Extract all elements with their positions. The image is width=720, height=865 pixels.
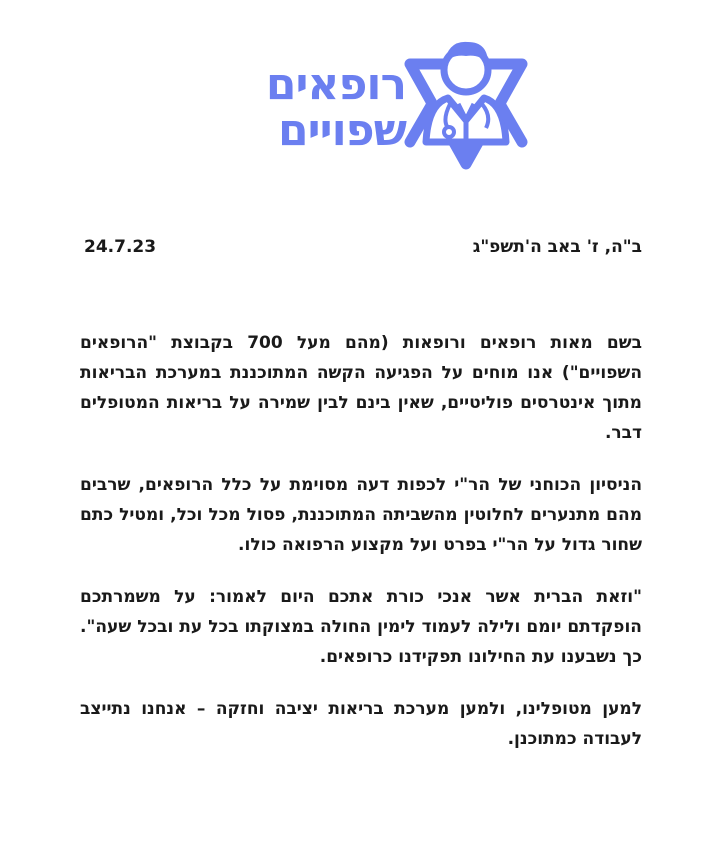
paragraph-1: בשם מאות רופאים ורופאות (מהם מעל 700 בקבוצת "הרופאים השפויים") אנו מוחים על הפגיעה הקשה המתוכננת במערכת הבריאות מתוך אינטרסים פוליטיים, שאין בינם לבין שמירה על בריאות המטופלים דבר. — [80, 333, 642, 443]
hebrew-date: ב"ה, ז' באב ה'תשפ"ג — [472, 237, 642, 257]
paragraph-2: הניסיון הכוחני של הר"י לכפות דעה מסוימת על כלל הרופאים, שרבים מהם מתנערים לחלוטין מהשביתה המתוכננת, פסול מכל וכל, ומטיל כתם שחור גדול על הר"י בפרט ועל מקצוע הרפואה כולו. — [80, 475, 642, 555]
date-row — [84, 237, 642, 265]
gregorian-date: 24.7.23 — [84, 237, 157, 257]
letter-body — [80, 328, 642, 754]
logo-line-1: רופאים — [265, 59, 406, 110]
logo-wordmark — [226, 59, 406, 156]
doctor-star-of-david-icon — [396, 24, 536, 184]
logo — [226, 24, 536, 184]
paragraph-4: למען מטופלינו, ולמען מערכת בריאות יציבה וחזקה – אנחנו נתייצב לעבודה כמתוכנן. — [80, 699, 642, 749]
paragraph-3: "וזאת הברית אשר אנכי כורת אתכם היום לאמור: על משמרתכם הופקדתם יומם ולילה לעמוד לימין החולה במצוקתו בכל עת ובכל שעה". כך נשבענו עת החילונו תפקידנו כרופאים. — [80, 587, 642, 667]
logo-line-2: שפויים — [278, 105, 406, 156]
